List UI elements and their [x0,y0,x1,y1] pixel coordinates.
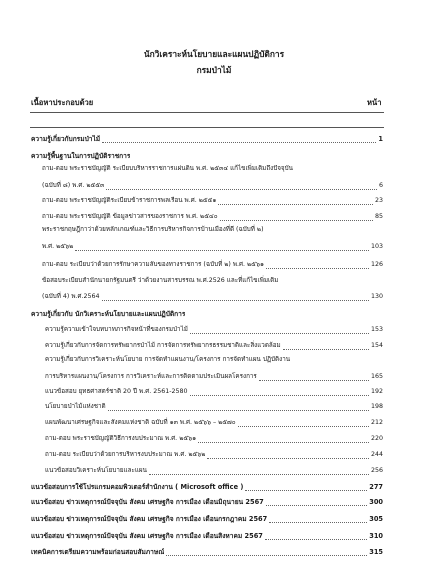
toc-entry[interactable] [31,481,383,493]
toc-entry[interactable] [42,275,383,287]
toc-entry[interactable] [45,354,383,366]
toc-entry[interactable] [45,324,383,336]
toc-entry-page: 126 [370,261,383,268]
toc-entry-page: 198 [370,403,383,410]
toc-entry[interactable] [31,133,383,145]
toc-leader-dots [283,349,369,350]
toc-leader-dots [265,539,367,540]
toc-leader-dots [75,250,369,251]
toc-entry-page: 315 [369,548,383,556]
toc-entry[interactable] [31,496,383,508]
toc-entry-page: 85 [374,213,383,220]
toc-entry-text: ข้อสอบระเบียบสำนักนายกรัฐมนตรี ว่าด้วยงานสารบรรณ พ.ศ.2526 และที่แก้ไขเพิ่มเติม [42,277,279,284]
toc-entry[interactable] [45,401,383,413]
section-divider [30,127,384,128]
toc-leader-dots [220,220,373,221]
toc-leader-dots [238,426,369,427]
toc-entry[interactable] [45,371,383,383]
toc-leader-dots [149,474,369,475]
toc-entry-page: 305 [369,515,383,523]
toc-entry-text: ถาม-ตอบ พระราชบัญญัติ ระเบียบบริหารราชการแผ่นดิน พ.ศ. ๒๕๓๔ แก้ไขเพิ่มเติมถึงปัจจุบัน [42,165,293,172]
toc-entry[interactable] [42,259,383,271]
toc-entry[interactable] [42,224,383,236]
toc-entry[interactable] [45,417,383,429]
toc-entry-page: 192 [370,388,383,395]
toc-entry-text: ความรู้พื้นฐานในการปฏิบัติราชการ [31,152,131,160]
toc-entry-page: 154 [370,342,383,349]
toc-entry-text: พ.ศ. ๒๕๖๒ [42,243,74,250]
toc-entry-text: ความรู้เกี่ยวกับ นักวิเคราะห์นโยบายและแผนปฏิบัติการ [31,310,186,318]
toc-entry-page: 212 [370,419,383,426]
toc-entry-text: เทคนิคการเตรียมความพร้อมก่อนสอบสัมภาษณ์ [31,548,165,556]
toc-entry[interactable] [31,308,383,320]
toc-entry-page: 277 [369,483,383,491]
toc-entry-page: 153 [370,326,383,333]
toc-entry[interactable] [42,291,383,303]
toc-entry-page: 300 [369,498,383,506]
toc-entry-text: แนวข้อสอบการใช้โปรแกรมคอมพิวเตอร์สำนักงาน ( Microsoft office ) [31,483,244,491]
toc-leader-dots [266,268,369,269]
toc-entry[interactable] [45,433,383,445]
toc-entry-text: แผนพัฒนาเศรษฐกิจและสังคมแห่งชาติ ฉบับที่ ๑๓ พ.ศ. ๒๕๖๖ – ๒๕๗๐ [45,419,236,426]
toc-entry-text: ความรู้เกี่ยวกับกรมป่าไม้ [31,135,101,143]
contents-label: เนื้อหาประกอบด้วย [31,98,94,107]
toc-entry[interactable] [31,546,383,558]
toc-entry[interactable] [45,386,383,398]
toc-entry-text: ถาม-ตอบ พระราชบัญญัติวิธีการงบประมาณ พ.ศ. ๒๕๖๑ [45,435,197,442]
toc-entry-text: ถาม-ตอบ พระราชบัญญัติ ข้อมูลข่าวสารของราชการ พ.ศ. ๒๕๔๐ [42,213,218,220]
toc-entry[interactable] [31,530,383,542]
toc-leader-dots [198,442,369,443]
page-column-label: หน้า [367,98,382,107]
toc-entry-page: 1 [378,135,383,143]
toc-entry-text: ถาม-ตอบ ระเบียบว่าด้วยการรักษาความลับของทางราชการ (ฉบับที่ ๒) พ.ศ. ๒๕๖๑ [42,261,264,268]
toc-entry[interactable] [45,340,383,352]
toc-leader-dots [269,522,367,523]
toc-entry-page: 103 [370,243,383,250]
toc-entry-page: 23 [374,197,383,204]
toc-entry-text: (ฉบับที่ 4) พ.ศ.2564 [42,293,100,300]
toc-entry-text: ความรู้เกี่ยวกับการวิเคราะห์นโยบาย การจัดทำแผนงาน/โครงการ การจัดทำแผน ปฏิบัติงาน [45,356,291,363]
toc-entry-text: แนวข้อสอบ ข่าวเหตุการณ์ปัจจุบัน สังคม เศรษฐกิจ การเมือง เดือนมิถุนายน 2567 [31,498,264,506]
toc-entry-page: 244 [370,451,383,458]
toc-entry-text: แนวข้อสอบวิเคราะห์นโยบายและแผน [45,467,147,474]
toc-entry-text: ความรู้ความเข้าใจบทบาทภารกิจหน้าที่ของกรมป่าไม้ [45,326,188,333]
toc-entry[interactable] [45,449,383,461]
toc-leader-dots [190,333,369,334]
toc-entry[interactable] [42,195,383,207]
toc-leader-dots [102,142,376,143]
toc-entry-text: นโยบายป่าไม้แห่งชาติ [45,403,106,410]
toc-leader-dots [259,380,369,381]
toc-leader-dots [166,555,367,556]
toc-entry[interactable] [42,241,383,253]
document-title: นักวิเคราะห์นโยบายและแผนปฏิบัติการ [143,49,285,59]
toc-leader-dots [106,189,377,190]
toc-entry[interactable] [31,150,383,162]
toc-entry-text: การบริหารแผนงาน/โครงการ การวิเคราะห์และการติดตามประเมินผลโครงการ [45,373,257,380]
toc-leader-dots [102,300,369,301]
toc-leader-dots [266,505,367,506]
toc-entry-text: (ฉบับที่ ๘) พ.ศ. ๒๕๕๓ [42,182,105,189]
toc-entry-page: 310 [369,532,383,540]
toc-leader-dots [245,490,367,491]
toc-entry-text: พระราชกฤษฎีกาว่าด้วยหลักเกณฑ์และวิธีการบริหารกิจการบ้านเมืองที่ดี (ฉบับที่ ๒) [42,226,264,233]
toc-leader-dots [207,458,369,459]
toc-entry-text: ถาม-ตอบ พระราชบัญญัติระเบียบข้าราชการพลเรือน พ.ศ. ๒๕๕๑ [42,197,217,204]
document-subtitle: กรมป่าไม้ [196,65,232,75]
toc-leader-dots [108,410,369,411]
toc-entry-page: 6 [378,182,383,189]
toc-entry-text: ความรู้เกี่ยวกับการจัดการทรัพยากรป่าไม้ การจัดการทรัพยากรธรรมชาติและสิ่งแวดล้อม [45,342,281,349]
toc-entry[interactable] [42,163,383,175]
toc-entry[interactable] [45,465,383,477]
toc-entry-page: 220 [370,435,383,442]
toc-leader-dots [190,395,369,396]
toc-leader-dots [218,204,373,205]
top-divider [30,112,384,113]
toc-entry-text: แนวข้อสอบ ข่าวเหตุการณ์ปัจจุบัน สังคม เศรษฐกิจ การเมือง เดือนสิงหาคม 2567 [31,532,263,540]
toc-entry-page: 256 [370,467,383,474]
toc-entry-page: 165 [370,373,383,380]
toc-entry-text: แนวข้อสอบ ข่าวเหตุการณ์ปัจจุบัน สังคม เศรษฐกิจ การเมือง เดือนกรกฎาคม 2567 [31,515,268,523]
toc-entry[interactable] [42,180,383,192]
toc-entry-text: แนวข้อสอบ ยุทธศาสตร์ชาติ 20 ปี พ.ศ. 2561-2580 [45,388,188,395]
toc-entry[interactable] [31,513,383,525]
toc-entry[interactable] [42,211,383,223]
toc-entry-text: ถาม-ตอบ ระเบียบว่าด้วยการบริหารงบประมาณ พ.ศ. ๒๕๖๒ [45,451,206,458]
toc-entry-page: 130 [370,293,383,300]
